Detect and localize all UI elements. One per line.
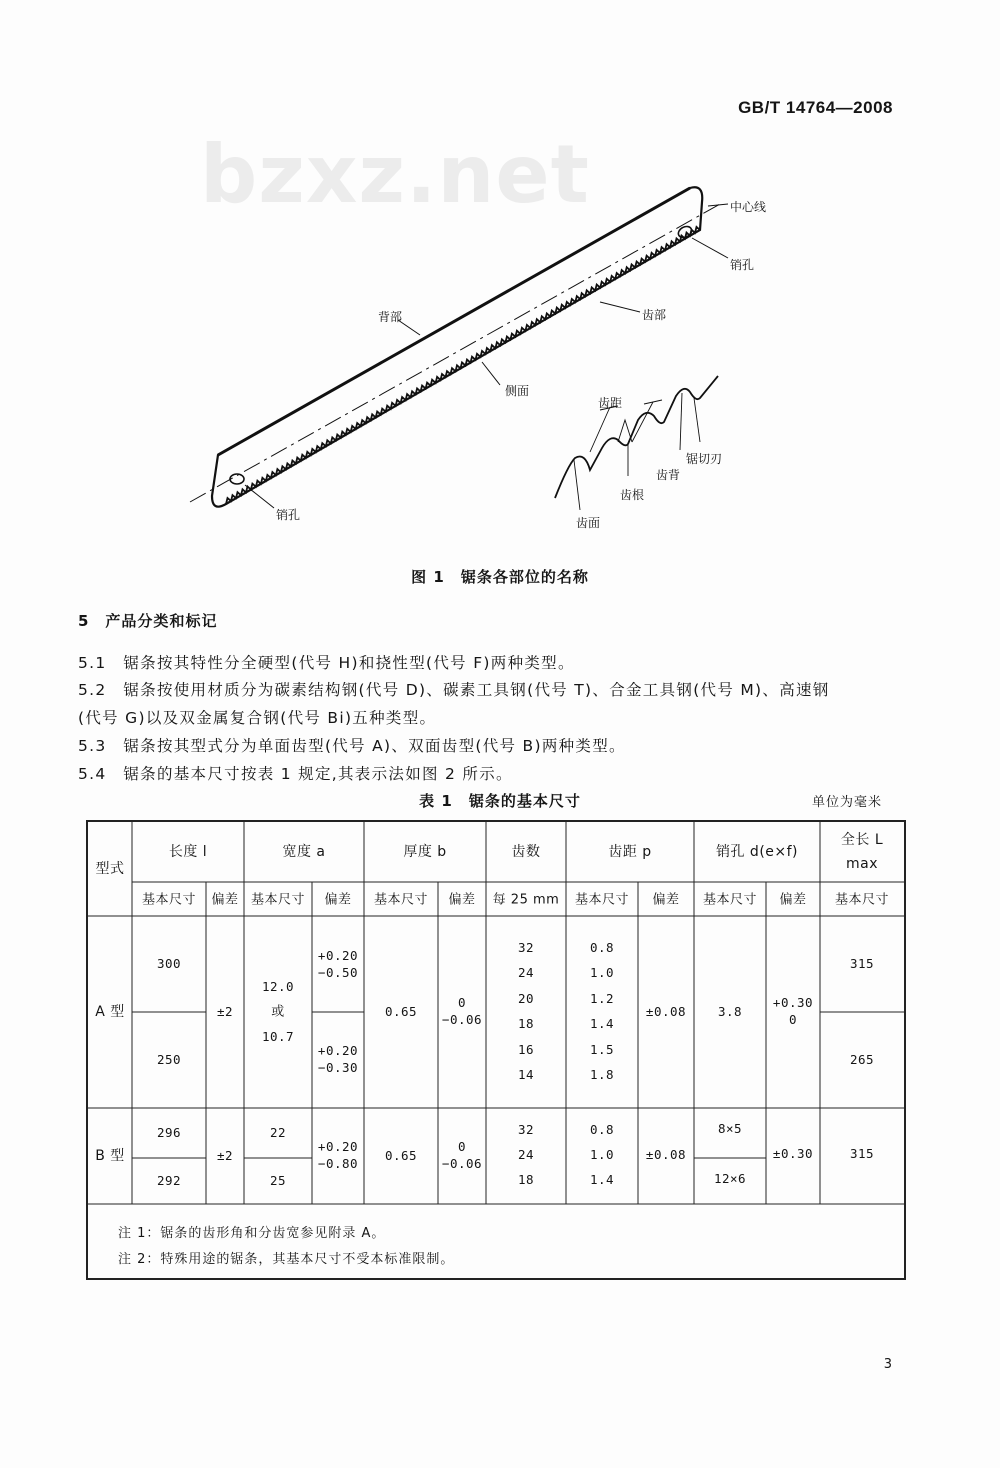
header-pitch-dev: 偏差 [652, 892, 680, 908]
a-thick-dev-b: −0.06 [441, 1011, 483, 1027]
header-width-basic: 基本尺寸 [250, 892, 306, 908]
a-pitch-5: 1.5 [589, 1041, 615, 1057]
a-pitch-1: 0.8 [589, 939, 615, 955]
header-thickness-dev: 偏差 [448, 892, 476, 908]
label-pin-hole-top: 销孔 [730, 258, 755, 272]
b-pitch-dev: ±0.08 [645, 1146, 687, 1162]
a-length-dev: ±2 [216, 1003, 234, 1019]
dimension-table [86, 820, 906, 1280]
b-pin-2: 12×6 [713, 1170, 747, 1186]
table-unit: 单位为毫米 [811, 795, 882, 810]
header-per-25mm: 每 25 mm [492, 892, 560, 908]
b-pitch-2: 1.0 [589, 1146, 615, 1162]
table-caption: 表 1 锯条的基本尺寸 [419, 792, 581, 810]
a-pitch-2: 1.0 [589, 964, 615, 980]
header-total-length: 全长 L [840, 832, 884, 848]
b-width-dev-b: −0.80 [317, 1155, 359, 1171]
table-grid [88, 822, 904, 1278]
header-pitch-basic: 基本尺寸 [574, 892, 630, 908]
a-pin-dev-a: +0.30 [772, 994, 814, 1010]
label-cutting-edge: 锯切刃 [686, 452, 723, 466]
a-width-dev-2b: −0.30 [317, 1059, 359, 1075]
a-width-dev-1a: +0.20 [317, 947, 359, 963]
a-pitch-4: 1.4 [589, 1015, 615, 1031]
header-length-basic: 基本尺寸 [141, 892, 197, 908]
a-pitch-3: 1.2 [589, 990, 615, 1006]
a-width-dev-2a: +0.20 [317, 1042, 359, 1058]
type-b-label: B 型 [95, 1148, 125, 1164]
section-heading: 5 产品分类和标记 [78, 612, 218, 630]
b-teeth-1: 32 [517, 1121, 535, 1137]
b-teeth-3: 18 [517, 1171, 535, 1187]
b-width-dev-a: +0.20 [317, 1138, 359, 1154]
b-width-25: 25 [269, 1172, 287, 1188]
header-width-dev: 偏差 [324, 892, 352, 908]
table-note-2: 注 2：特殊用途的锯条，其基本尺寸不受本标准限制。 [118, 1252, 455, 1267]
header-pin-basic: 基本尺寸 [702, 892, 758, 908]
a-thickness: 0.65 [384, 1003, 418, 1019]
header-width: 宽度 a [282, 844, 326, 860]
a-total-2: 265 [849, 1051, 875, 1067]
b-thick-dev-a: 0 [457, 1138, 467, 1154]
label-tooth-root: 齿根 [620, 488, 645, 502]
b-total: 315 [849, 1145, 875, 1161]
label-side: 侧面 [505, 384, 530, 398]
a-teeth-6: 14 [517, 1066, 535, 1082]
a-length-300: 300 [156, 955, 182, 971]
a-pin-dev-b: 0 [788, 1011, 798, 1027]
a-length-250: 250 [156, 1051, 182, 1067]
a-teeth-3: 20 [517, 990, 535, 1006]
header-pin-hole: 销孔 d(e×f) [715, 844, 799, 860]
b-pin-1: 8×5 [717, 1120, 743, 1136]
label-tooth-back: 齿背 [656, 468, 681, 482]
page-number: 3 [883, 1357, 892, 1372]
label-teeth: 齿部 [642, 308, 667, 322]
label-back: 背部 [378, 310, 403, 324]
paragraph-5-2: 5.2 锯条按使用材质分为碳素结构钢(代号 D)、碳素工具钢(代号 T)、合金工具钢(代号 M)、高速钢 [78, 681, 830, 699]
header-type: 型式 [95, 861, 125, 877]
b-length-296: 296 [156, 1124, 182, 1140]
b-pin-dev: ±0.30 [772, 1145, 814, 1161]
type-a-label: A 型 [95, 1004, 125, 1020]
a-teeth-1: 32 [517, 939, 535, 955]
a-width-2: 10.7 [261, 1028, 295, 1044]
standard-number: GB/T 14764—2008 [738, 98, 893, 117]
b-length-292: 292 [156, 1172, 182, 1188]
b-length-dev: ±2 [216, 1147, 234, 1163]
header-length: 长度 l [168, 844, 208, 860]
header-pitch: 齿距 p [608, 844, 652, 860]
figure-saw-blade [170, 180, 770, 550]
paragraph-5-3: 5.3 锯条按其型式分为单面齿型(代号 A)、双面齿型(代号 B)两种类型。 [78, 737, 626, 755]
header-pin-dev: 偏差 [779, 892, 807, 908]
paragraph-5-1: 5.1 锯条按其特性分全硬型(代号 H)和挠性型(代号 F)两种类型。 [78, 654, 575, 672]
header-total-basic: 基本尺寸 [834, 892, 890, 908]
b-width-22: 22 [269, 1124, 287, 1140]
a-width-1: 12.0 [261, 978, 295, 994]
a-teeth-2: 24 [517, 964, 535, 980]
label-pin-hole-bottom: 销孔 [276, 508, 301, 522]
a-teeth-5: 16 [517, 1041, 535, 1057]
header-length-dev: 偏差 [211, 892, 239, 908]
b-pitch-3: 1.4 [589, 1171, 615, 1187]
b-thick-dev-b: −0.06 [441, 1155, 483, 1171]
saw-blade-drawing [170, 180, 770, 550]
a-width-or: 或 [271, 1004, 285, 1020]
label-centerline: 中心线 [730, 200, 767, 214]
paragraph-5-2-cont: (代号 G)以及双金属复合钢(代号 Bi)五种类型。 [78, 709, 437, 727]
header-total-length-max: max [845, 856, 879, 872]
a-pitch-6: 1.8 [589, 1066, 615, 1082]
header-thickness-basic: 基本尺寸 [373, 892, 429, 908]
label-tooth-face: 齿面 [576, 516, 601, 530]
header-thickness: 厚度 b [403, 844, 447, 860]
b-thickness: 0.65 [384, 1147, 418, 1163]
b-pitch-1: 0.8 [589, 1121, 615, 1137]
a-pin-hole: 3.8 [717, 1003, 743, 1019]
paragraph-5-4: 5.4 锯条的基本尺寸按表 1 规定,其表示法如图 2 所示。 [78, 765, 513, 783]
label-pitch: 齿距 [598, 396, 623, 410]
figure-caption: 图 1 锯条各部位的名称 [411, 568, 589, 586]
a-pitch-dev: ±0.08 [645, 1003, 687, 1019]
a-teeth-4: 18 [517, 1015, 535, 1031]
header-teeth-count: 齿数 [511, 844, 541, 860]
a-total-1: 315 [849, 955, 875, 971]
a-width-dev-1b: −0.50 [317, 964, 359, 980]
watermark: bzxz.net [200, 128, 590, 221]
b-teeth-2: 24 [517, 1146, 535, 1162]
a-thick-dev-a: 0 [457, 994, 467, 1010]
table-note-1: 注 1：锯条的齿形角和分齿宽参见附录 A。 [118, 1226, 386, 1241]
